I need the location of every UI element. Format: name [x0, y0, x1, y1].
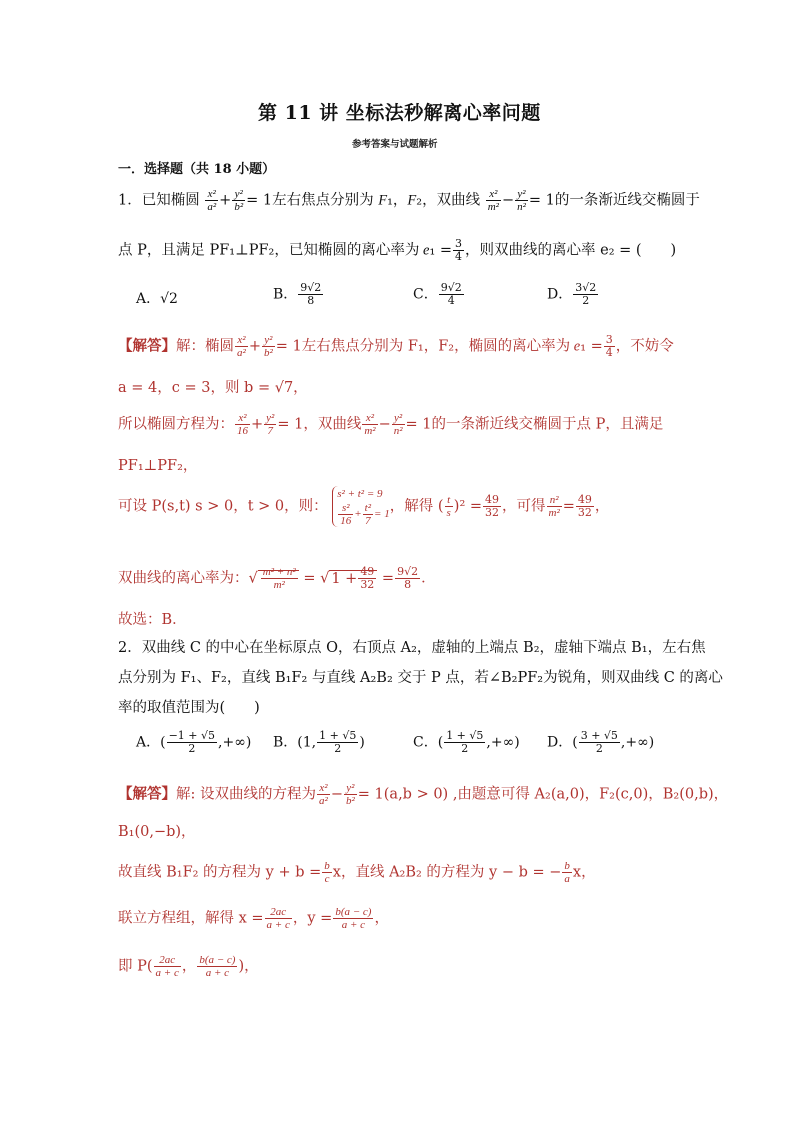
- answer-text: 解：椭圆: [176, 338, 234, 355]
- answer-text: 即 P(: [118, 958, 153, 975]
- question-2-line-3: 率的取值范围为( ): [118, 700, 260, 716]
- fraction: $\frac{\text{y²}}{\text{b²}}$: [345, 782, 355, 807]
- choice-label: C．: [413, 734, 438, 751]
- answer-text: ，双曲线: [303, 416, 362, 433]
- section-heading: 一．选择题（共 18 小题）: [118, 162, 276, 177]
- choice-c[interactable]: [413, 282, 465, 307]
- fraction: $\frac{\text{x²}}{\text{a²}}$: [207, 188, 217, 213]
- choice-a[interactable]: A．√2: [136, 291, 178, 307]
- q1-text: ，则双曲线的离心率 e₂ = ( ): [465, 242, 677, 259]
- fraction: $\frac{2ac}{a + c}$: [155, 954, 179, 979]
- answer-tag: 【解答】: [118, 337, 176, 355]
- choice-label: D．: [547, 734, 573, 751]
- fraction: $\frac{9√2}{4}$: [440, 281, 462, 307]
- fraction: $\frac{3 + √5}{2}$: [580, 729, 618, 755]
- fraction: $\frac{49}{32}$: [485, 493, 500, 519]
- choice-c[interactable]: C．( $\frac{1 + √5}{2}$ ,+∞): [413, 729, 520, 755]
- choice-label: D．: [547, 286, 573, 303]
- fraction: $\frac{2ac}{a + c}$: [266, 906, 290, 931]
- answer-1-line-2: a = 4，c = 3，则 b = √7，: [118, 380, 308, 396]
- answer-text: ，: [181, 958, 197, 975]
- answer-text: 可设 P(s,t) s > 0，t > 0，则：: [118, 498, 328, 515]
- fraction: $\frac{\text{y²}}{7}$: [266, 412, 275, 437]
- choice-a[interactable]: A．( $\frac{-1 + √5}{2}$ ,+∞): [136, 729, 252, 755]
- fraction: $\frac{3}{4}$: [605, 333, 613, 359]
- fraction: $\frac{\text{x²}}{\text{a²}}$: [237, 334, 246, 359]
- choice-d[interactable]: D．( $\frac{3 + √5}{2}$ ,+∞): [547, 729, 655, 755]
- choice-label: B．: [273, 286, 298, 303]
- answer-text: ，解得: [389, 498, 434, 515]
- answer-text: ，: [374, 910, 389, 927]
- fraction: $\frac{\text{x²}}{\text{m²}}$: [487, 188, 499, 213]
- answer-text: 故直线 B₁F₂ 的方程为 y + b =: [118, 864, 322, 881]
- fraction: $\frac{\text{y²}}{\text{b²}}$: [234, 188, 244, 213]
- equation-system: s² + t² = 9 $\frac{\text{s²}}{16}$ + $\frac{\text{t²}}{7}$ = 1: [332, 486, 389, 527]
- q1-text: 左右焦点分别为: [272, 192, 374, 209]
- fraction: $\frac{b(a - c)}{a + c}$: [335, 906, 372, 931]
- q1-text: 的一条渐近线交椭圆于: [554, 192, 700, 209]
- answer-text: = 1(a,b > 0) ,由题意可得 A₂(a,0)，F₂(c,0)，B₂(0,b)，: [357, 786, 729, 803]
- fraction: $\frac{49}{32}$: [360, 565, 375, 591]
- q1-text: 1．已知椭圆: [118, 192, 200, 209]
- choice-b[interactable]: B．(1, $\frac{1 + √5}{2}$ ): [273, 729, 365, 755]
- choice-d[interactable]: [547, 282, 599, 307]
- fraction: $\frac{t}{s}$: [446, 494, 451, 519]
- fraction: $\frac{\text{y²}}{\text{b²}}$: [263, 334, 273, 359]
- question-1-line-1: 1．已知椭圆 $\frac{\text{x²}}{\text{a²}}$ + $\frac{\text{y²}}{\text{b²}}$ = 1左右焦点分别为 F₁，F₂，双曲线 $\frac{\text{x²}}{\text{m²}}$ − $\frac{\text{y²}}{\text{n²}}$ = 1的一条渐近线交椭圆于: [118, 188, 700, 213]
- answer-2-line-4: [118, 906, 389, 931]
- answer-1-line-4: PF₁⊥PF₂，: [118, 458, 198, 474]
- answer-text: 的一条渐近线交椭圆于点 P，且满足: [431, 416, 664, 433]
- q1-text: 点 P，且满足 PF₁⊥PF₂，已知椭圆的离心率为: [118, 242, 420, 259]
- fraction: $\frac{b(a - c)}{a + c}$: [199, 954, 236, 979]
- answer-text: ，不妨令: [615, 338, 674, 355]
- fraction: $\frac{\text{x²}}{\text{m²}}$: [364, 412, 376, 437]
- fraction: $\frac{1 + √5}{2}$: [319, 729, 357, 755]
- fraction: $\frac{\text{y²}}{\text{n²}}$: [517, 188, 526, 213]
- answer-text: 联立方程组，解得 x =: [118, 910, 264, 927]
- fraction: $\frac{3}{4}$: [455, 237, 463, 263]
- q1-text: ，双曲线: [422, 192, 481, 209]
- page-subtitle: 参考答案与试题解析: [352, 139, 438, 150]
- answer-1-line-7: 故选：B．: [118, 612, 187, 628]
- answer-text: 解: 设双曲线的方程为: [176, 786, 316, 803]
- answer-2-line-5: [118, 954, 259, 979]
- fraction: $\frac{\text{x²}}{16}$: [237, 412, 248, 437]
- fraction: $\frac{\text{y²}}{\text{n²}}$: [393, 412, 403, 437]
- question-1-line-2: 点 P，且满足 PF₁⊥PF₂，已知椭圆的离心率为 e₁ = $\frac{3}{4}$ ，则双曲线的离心率 e₂ = ( ): [118, 237, 677, 263]
- answer-text: 双曲线的离心率为：: [118, 570, 249, 587]
- answer-1-line-1: 【解答】解：椭圆 $\frac{\text{x²}}{\text{a²}}$ + $\frac{\text{y²}}{\text{b²}}$ = 1左右焦点分别为 F₁，F₂，椭圆的离心率为 e₁ = $\frac{3}{4}$ ，不妨令: [118, 333, 674, 359]
- fraction: $\frac{9√2}{8}$: [300, 281, 322, 307]
- answer-text: x，直线 A₂B₂ 的方程为 y − b = −: [332, 864, 562, 881]
- fraction: $\frac{b}{c}$: [324, 860, 330, 885]
- answer-text: 左右焦点分别为 F₁，F₂，椭圆的离心率为: [301, 338, 571, 355]
- answer-1-line-5: 可设 P(s,t) s > 0，t > 0，则： s² + t² = 9 $\frac{\text{s²}}{16}$ + $\frac{\text{t²}}{7}$ = 1，解得 ( $\frac{t}{s}$ )² = $\frac{49}{32}$ ，可得 $\frac{\text{n²}}{\text{m²}}$ = $\frac{49}{32}$ ，: [118, 488, 610, 527]
- answer-text: x，: [572, 864, 596, 881]
- fraction: $\frac{3√2}{2}$: [575, 281, 597, 307]
- answer-tag: 【解答】: [118, 785, 176, 803]
- question-2-line-1: 2．双曲线 C 的中心在坐标原点 O，右顶点 A₂，虚轴的上端点 B₂，虚轴下端点 B₁，左右焦: [118, 640, 706, 656]
- answer-text: 所以椭圆方程为：: [118, 416, 234, 433]
- choice-label: C．: [413, 286, 438, 303]
- choice-label: A．: [136, 734, 161, 751]
- page-title: 第 11 讲 坐标法秒解离心率问题: [258, 102, 541, 124]
- fraction: $\frac{9√2}{8}$: [397, 565, 419, 591]
- question-2-line-2: 点分别为 F₁、F₂，直线 B₁F₂ 与直线 A₂B₂ 交于 P 点，若∠B₂PF₂为锐角，则双曲线 C 的离心: [118, 670, 723, 686]
- answer-2-line-2: B₁(0,−b)，: [118, 824, 196, 840]
- answer-text: )，: [238, 958, 259, 975]
- fraction: $\frac{\text{x²}}{\text{a²}}$: [319, 782, 328, 807]
- answer-1-line-6: 双曲线的离心率为：√ $\frac{\text{m² + n²}}{\text{m²}}$ = √ 1 + $\frac{49}{32}$ = $\frac{9√2}{8}$ ．: [118, 565, 436, 591]
- answer-1-line-3: 所以椭圆方程为： $\frac{\text{x²}}{16}$ + $\frac{\text{y²}}{7}$ = 1，双曲线 $\frac{\text{x²}}{\text{m²}}$ − $\frac{\text{y²}}{\text{n²}}$ = 1的一条渐近线交椭圆于点 P，且满足: [118, 412, 664, 437]
- answer-text: ，可得: [502, 498, 546, 515]
- fraction: $\frac{-1 + √5}{2}$: [168, 729, 216, 755]
- answer-text: ，y =: [292, 910, 333, 927]
- answer-2-line-1: 【解答】解: 设双曲线的方程为 $\frac{\text{x²}}{\text{a²}}$ − $\frac{\text{y²}}{\text{b²}}$ = 1(a,b > 0) ,由题意可得 A₂(a,0)，F₂(c,0)，B₂(0,b)，: [118, 782, 729, 807]
- choice-label: B．: [273, 734, 298, 751]
- fraction: $\frac{49}{32}$: [577, 493, 592, 519]
- fraction: $\frac{b}{a}$: [564, 860, 570, 885]
- fraction: $\frac{\text{m² + n²}}{\text{m²}}$: [262, 566, 296, 591]
- answer-2-line-3: [118, 860, 596, 885]
- fraction: $\frac{\text{n²}}{\text{m²}}$: [548, 494, 560, 519]
- fraction: $\frac{1 + √5}{2}$: [446, 729, 484, 755]
- choice-b[interactable]: [273, 282, 324, 307]
